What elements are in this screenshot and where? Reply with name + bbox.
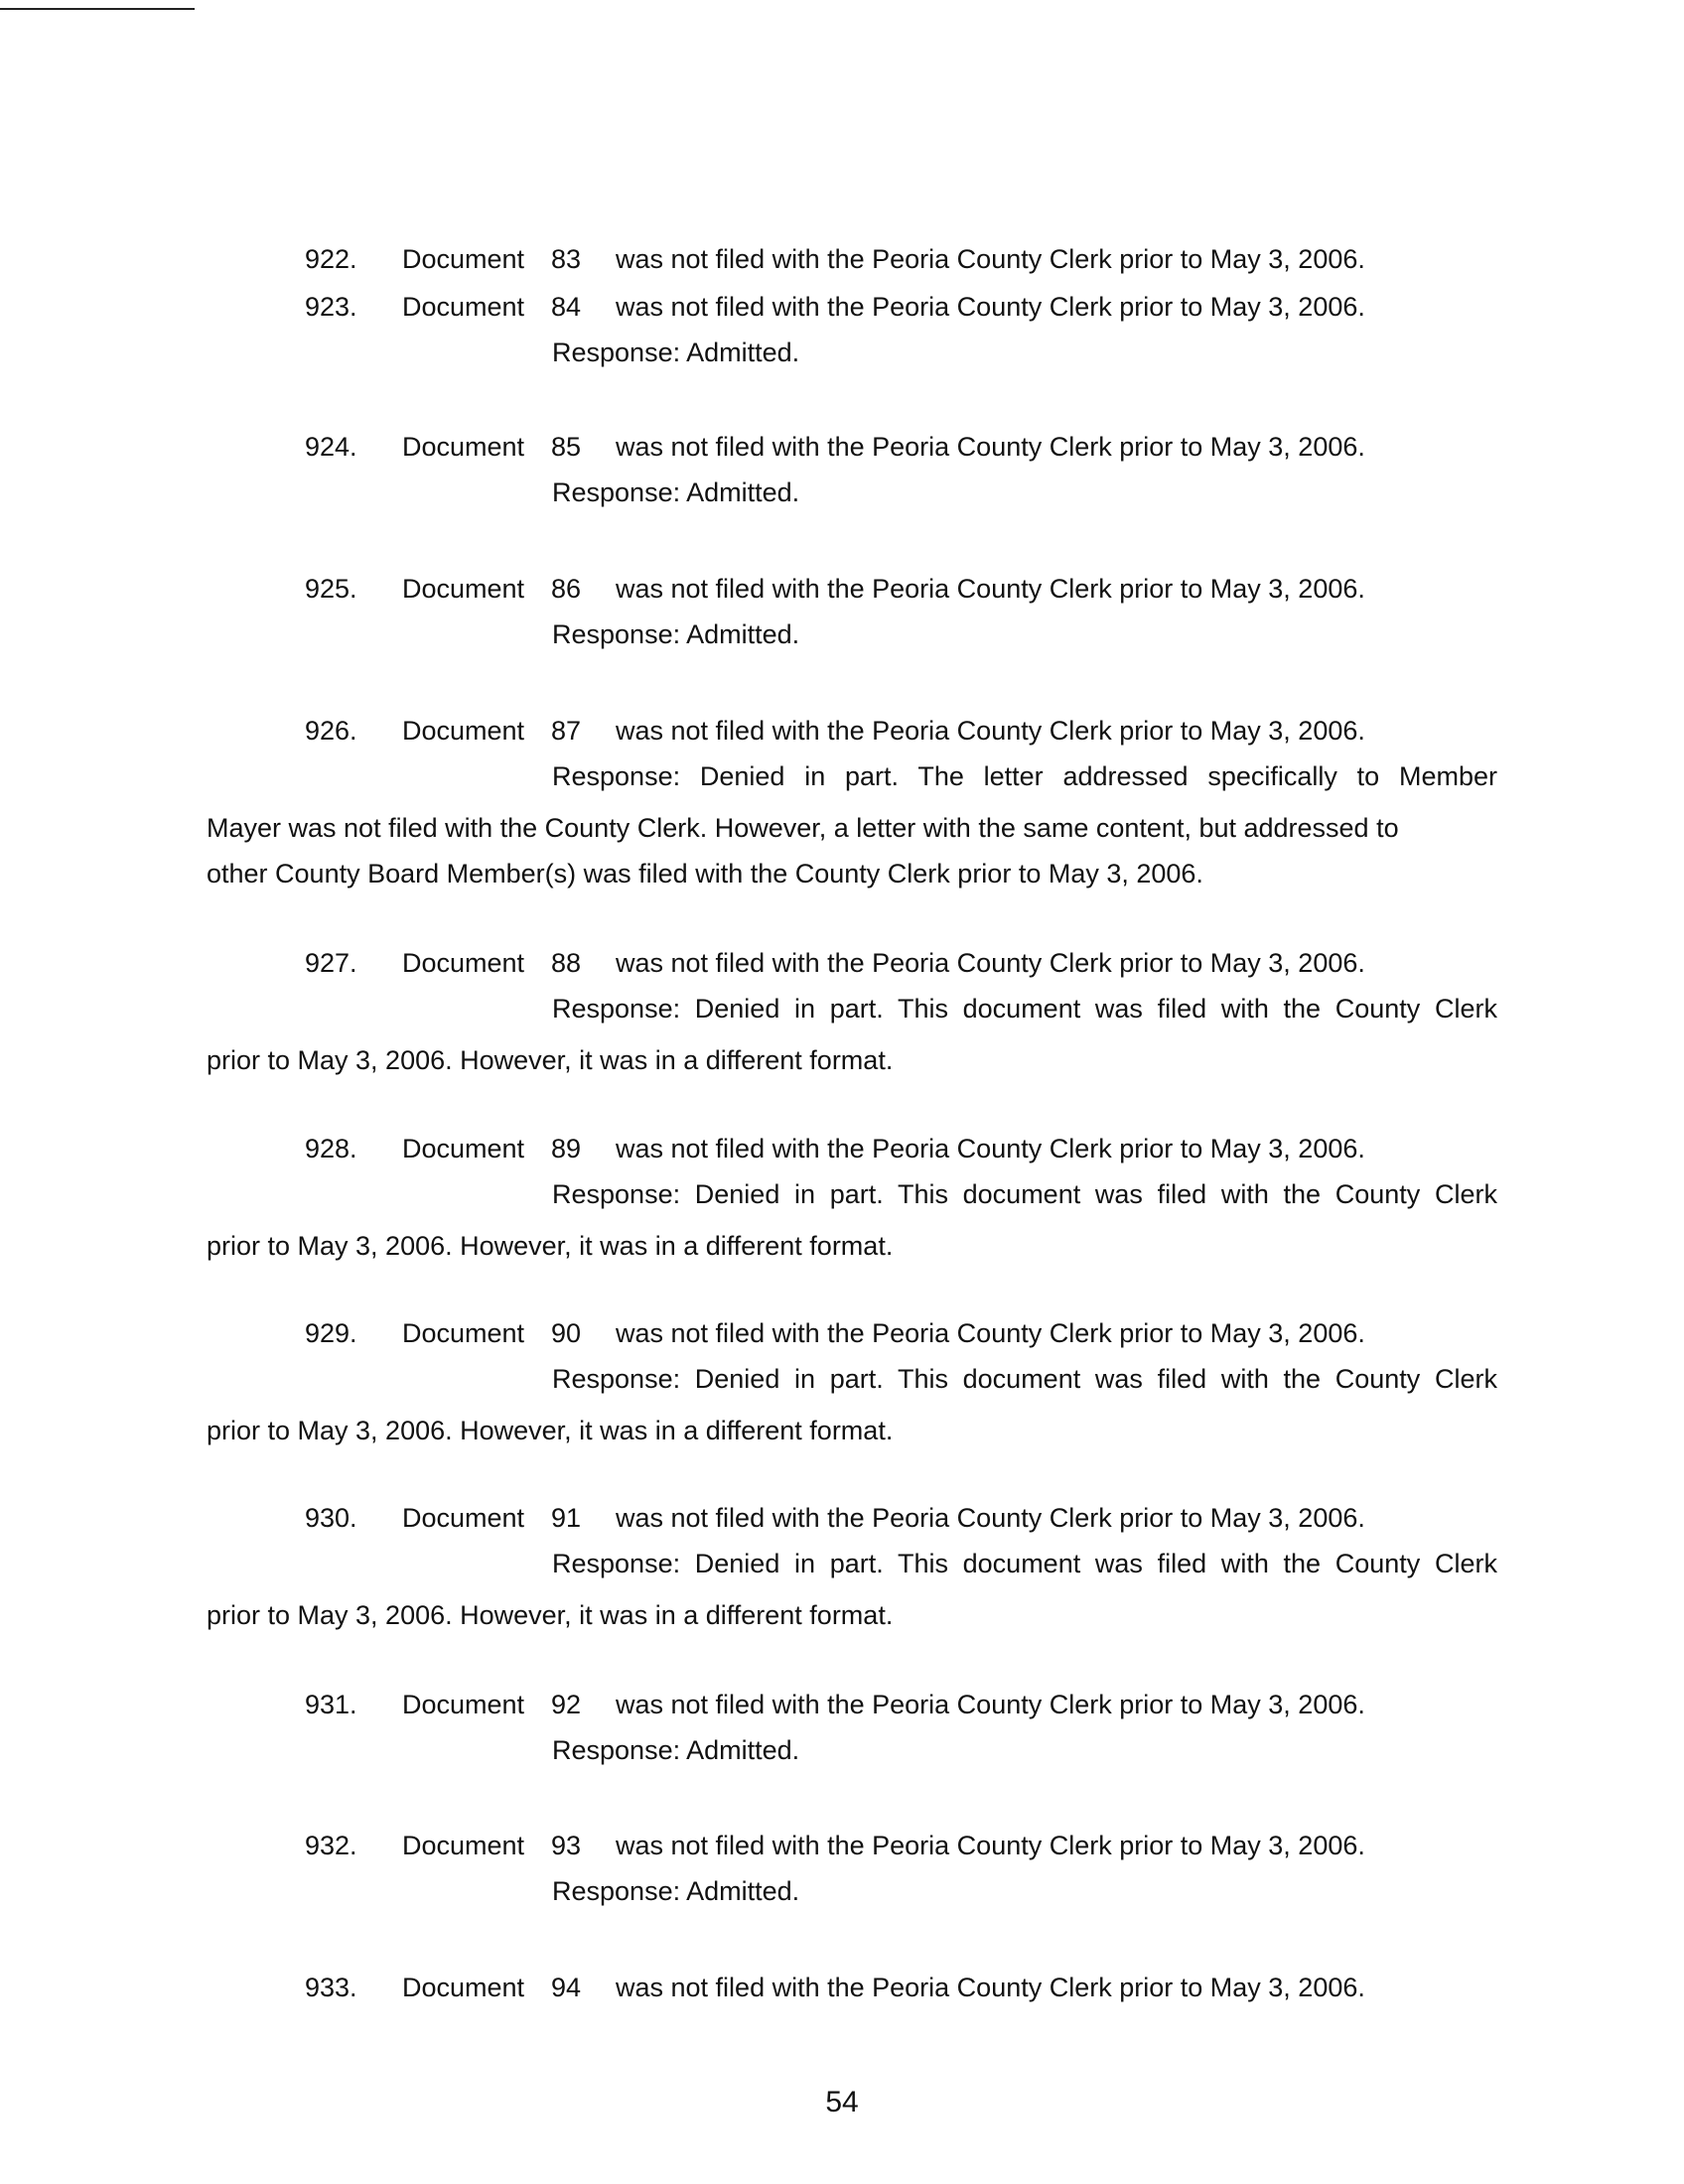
document-number: 93 xyxy=(551,1831,582,1860)
item-statement: was not filed with the Peoria County Clerk prior to May 3, 2006. xyxy=(616,1973,1365,2002)
item-statement: was not filed with the Peoria County Clerk prior to May 3, 2006. xyxy=(616,716,1365,746)
item-number: 930. xyxy=(305,1503,357,1533)
response-continuation: prior to May 3, 2006. However, it was in a different format. xyxy=(207,1600,894,1630)
document-label: Document xyxy=(402,574,525,604)
item-statement: was not filed with the Peoria County Clerk prior to May 3, 2006. xyxy=(616,1690,1365,1719)
item-number: 928. xyxy=(305,1134,357,1163)
item-response: Response: Admitted. xyxy=(552,1876,800,1906)
item-statement: was not filed with the Peoria County Clerk prior to May 3, 2006. xyxy=(616,574,1365,604)
document-number: 89 xyxy=(551,1134,582,1163)
item-number: 929. xyxy=(305,1318,357,1348)
document-label: Document xyxy=(402,244,525,274)
item-statement: was not filed with the Peoria County Clerk prior to May 3, 2006. xyxy=(616,1831,1365,1860)
item-response: Response: Denied in part. This document was filed with the County Clerk xyxy=(552,994,1497,1024)
item-number: 931. xyxy=(305,1690,357,1719)
item-number: 922. xyxy=(305,244,357,274)
item-statement: was not filed with the Peoria County Clerk prior to May 3, 2006. xyxy=(616,432,1365,462)
item-number: 932. xyxy=(305,1831,357,1860)
response-continuation: prior to May 3, 2006. However, it was in a different format. xyxy=(207,1231,894,1261)
document-label: Document xyxy=(402,948,525,978)
document-number: 90 xyxy=(551,1318,582,1348)
document-label: Document xyxy=(402,1503,525,1533)
item-response: Response: Admitted. xyxy=(552,1735,800,1765)
document-label: Document xyxy=(402,432,525,462)
document-label: Document xyxy=(402,1134,525,1163)
item-response: Response: Denied in part. This document was filed with the County Clerk xyxy=(552,1549,1497,1578)
document-label: Document xyxy=(402,1318,525,1348)
item-number: 925. xyxy=(305,574,357,604)
item-response: Response: Admitted. xyxy=(552,619,800,649)
response-continuation: Mayer was not filed with the County Clerk. However, a letter with the same content, but addressed to xyxy=(207,813,1399,843)
document-number: 86 xyxy=(551,574,582,604)
item-response: Response: Denied in part. This document was filed with the County Clerk xyxy=(552,1179,1497,1209)
document-label: Document xyxy=(402,1690,525,1719)
document-number: 94 xyxy=(551,1973,582,2002)
document-number: 84 xyxy=(551,292,582,322)
item-statement: was not filed with the Peoria County Clerk prior to May 3, 2006. xyxy=(616,1134,1365,1163)
item-response: Response: Denied in part. This document was filed with the County Clerk xyxy=(552,1364,1497,1394)
document-label: Document xyxy=(402,716,525,746)
document-label: Document xyxy=(402,1973,525,2002)
page-number: 54 xyxy=(825,2086,859,2118)
item-number: 933. xyxy=(305,1973,357,2002)
item-number: 923. xyxy=(305,292,357,322)
response-continuation: other County Board Member(s) was filed with the County Clerk prior to May 3, 2006. xyxy=(207,859,1203,888)
document-number: 88 xyxy=(551,948,582,978)
document-label: Document xyxy=(402,1831,525,1860)
item-statement: was not filed with the Peoria County Clerk prior to May 3, 2006. xyxy=(616,244,1365,274)
item-statement: was not filed with the Peoria County Clerk prior to May 3, 2006. xyxy=(616,948,1365,978)
response-continuation: prior to May 3, 2006. However, it was in a different format. xyxy=(207,1045,894,1075)
item-statement: was not filed with the Peoria County Clerk prior to May 3, 2006. xyxy=(616,1318,1365,1348)
document-number: 85 xyxy=(551,432,582,462)
response-continuation: prior to May 3, 2006. However, it was in a different format. xyxy=(207,1416,894,1445)
document-number: 87 xyxy=(551,716,582,746)
item-response: Response: Admitted. xyxy=(552,338,800,367)
document-number: 91 xyxy=(551,1503,582,1533)
item-response: Response: Admitted. xyxy=(552,478,800,507)
document-number: 83 xyxy=(551,244,582,274)
document-label: Document xyxy=(402,292,525,322)
item-number: 927. xyxy=(305,948,357,978)
item-number: 924. xyxy=(305,432,357,462)
document-number: 92 xyxy=(551,1690,582,1719)
item-response: Response: Denied in part. The letter addressed specifically to Member xyxy=(552,761,1497,791)
item-statement: was not filed with the Peoria County Clerk prior to May 3, 2006. xyxy=(616,1503,1365,1533)
item-number: 926. xyxy=(305,716,357,746)
item-statement: was not filed with the Peoria County Clerk prior to May 3, 2006. xyxy=(616,292,1365,322)
